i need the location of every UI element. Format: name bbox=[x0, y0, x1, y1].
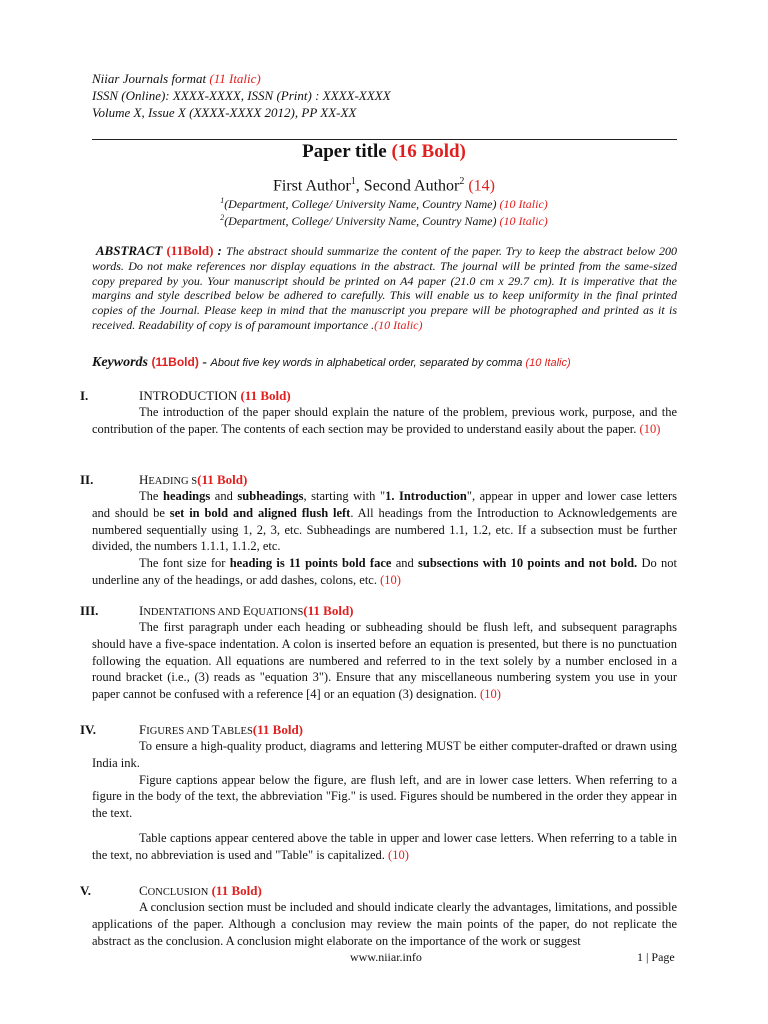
bold-run: set in bold and aligned flush left bbox=[169, 505, 351, 520]
volume-line: Volume X, Issue X (XXXX-XXXX 2012), PP XX-XX bbox=[92, 105, 357, 120]
journal-format-text: Niiar Journals format bbox=[92, 71, 210, 86]
section-title-note: (11 Bold) bbox=[197, 472, 248, 487]
journal-header bbox=[92, 70, 391, 121]
section-paragraph: Figure captions appear below the figure, are flush left, and are in lower case letters. When referring to a figure in the body of the text, the abbreviation "Fig." is used. Figures should be numbered in the order they appear in the text. bbox=[92, 772, 677, 821]
section-heading bbox=[80, 883, 677, 899]
section-title bbox=[139, 472, 247, 488]
section-paragraph bbox=[92, 555, 677, 589]
section-headings bbox=[80, 472, 678, 589]
keywords bbox=[92, 355, 677, 371]
bold-run: subsections with 10 points and not bold. bbox=[418, 556, 638, 571]
paragraph-note: (10) bbox=[388, 847, 409, 862]
section-paragraph bbox=[92, 488, 677, 555]
text-run: . All headings from the Introduction to Acknowledgements are numbered sequentially using 1, 2, 3, etc. Subheadings are numbered 1.1, 1.2, etc. If a subsection must be further divided, the numbers 1.1.1, 1.1.2, etc. bbox=[92, 505, 678, 554]
second-author: , Second Author bbox=[355, 177, 460, 195]
bold-run: 1. Introduction bbox=[385, 489, 467, 503]
section-title-cap: F bbox=[139, 722, 147, 737]
abstract-body: The abstract should summarize the content of the paper. Try to keep the abstract below 200 words. Do not make references nor display equations in the abstract. The journal will be printed from the same-sized copy prepared by you. Your manuscript should be printed on A4 paper (21.0 cm x 29.7 cm). It is imperative that the margins and style described below be adhered to carefully. This will enable us to keep uniformity in the final printed copies of the Journal. Please keep in mind that the manuscript you prepare will be photographed and printed as it is received. Readability of copy is of paramount importance . bbox=[92, 244, 678, 332]
affiliation-note: (10 Italic) bbox=[499, 214, 548, 228]
section-title bbox=[139, 603, 354, 619]
section-title-note: (11 Bold) bbox=[303, 603, 354, 618]
section-number: IV. bbox=[80, 722, 97, 737]
affiliation-text: (Department, College/ University Name, Country Name) bbox=[224, 197, 500, 211]
section-title-rest: EADING S bbox=[148, 476, 198, 487]
journal-format-note: (11 Italic) bbox=[209, 71, 261, 86]
abstract-label-colon: : bbox=[213, 243, 227, 258]
section-paragraph: To ensure a high-quality product, diagrams and lettering MUST be either computer-drafted or drawn using India ink. bbox=[92, 739, 677, 770]
paragraph-note: (10) bbox=[639, 421, 661, 436]
text-run: and bbox=[210, 489, 238, 503]
section-title-rest: ONCLUSION bbox=[147, 887, 209, 898]
text-run: The bbox=[139, 489, 163, 503]
abstract-note: (10 Italic) bbox=[374, 317, 423, 332]
first-author: First Author bbox=[273, 177, 351, 195]
section-paragraph: A conclusion section must be included and should indicate clearly the advantages, limitations, and possible applications of the paper. Although a conclusion may review the main points of the paper, do not replicate the abstract as the conclusion. A conclusion might elaborate on the importance of the work or suggest bbox=[92, 900, 677, 948]
affiliation-2 bbox=[0, 213, 768, 229]
affiliation-note: (10 Italic) bbox=[499, 197, 548, 211]
keywords-text: About five key words in alphabetical order, separated by comma bbox=[210, 357, 526, 369]
section-introduction bbox=[80, 388, 677, 438]
section-title-note: (11 Bold) bbox=[237, 388, 291, 403]
section-number: II. bbox=[80, 472, 94, 487]
paper-title bbox=[0, 141, 768, 163]
second-author-sup: 2 bbox=[459, 176, 465, 187]
section-number: III. bbox=[80, 603, 99, 618]
section-title-rest: NDENTATIONS AND bbox=[143, 607, 243, 618]
authors-note: (14) bbox=[464, 177, 495, 195]
section-heading bbox=[80, 722, 677, 738]
page-number: 1 | Page bbox=[637, 950, 675, 964]
section-title-rest: ABLES bbox=[219, 726, 253, 737]
text-run: ", appear in upper and lower case letters and should be bbox=[92, 489, 678, 520]
paragraph-text: The first paragraph under each heading or subheading should be flush left, and subsequent paragraphs should have a five-space indentation. A colon is inserted before an equation is presented, but there is no punctuation following the equation. All equations are numbered and referred to in the text solely by a number enclosed in a round bracket (i.e., (3) reads as "equation 3"). Ensure that any miscellaneous numbering system you use in your paper cannot be confused with a reference [4] or an equation (3) designation. bbox=[92, 620, 677, 702]
paper-title-note: (16 Bold) bbox=[391, 141, 466, 162]
abstract-label bbox=[96, 243, 226, 258]
section-title-cap: H bbox=[139, 472, 149, 487]
authors bbox=[0, 176, 768, 195]
section-title-note: (11 Bold) bbox=[252, 722, 304, 737]
section-title bbox=[139, 388, 291, 404]
section-heading bbox=[80, 388, 677, 404]
section-title-text: INTRODUCTION bbox=[139, 388, 238, 403]
issn-line: ISSN (Online): XXXX-XXXX, ISSN (Print) : XXXX-XXXX bbox=[92, 88, 391, 103]
abstract bbox=[92, 244, 677, 333]
keywords-dash: - bbox=[198, 355, 211, 370]
paper-title-text: Paper title bbox=[302, 141, 392, 162]
keywords-note: (10 Italic) bbox=[525, 357, 571, 369]
section-figures-tables bbox=[80, 722, 677, 864]
section-conclusion bbox=[80, 883, 677, 949]
section-title bbox=[139, 722, 303, 738]
section-title bbox=[139, 883, 262, 899]
section-heading bbox=[80, 603, 677, 619]
section-indentations bbox=[80, 603, 677, 703]
first-author-sup: 1 bbox=[350, 176, 356, 187]
affiliation-text: (Department, College/ University Name, Country Name) bbox=[224, 214, 500, 228]
affiliation-1 bbox=[0, 196, 768, 212]
section-number: V. bbox=[80, 883, 91, 898]
text-run: and bbox=[391, 556, 419, 571]
section-title-cap: I bbox=[139, 603, 144, 618]
section-title-cap: E bbox=[242, 603, 251, 618]
section-paragraph bbox=[92, 619, 677, 703]
text-run: Do not underline any of the headings, or add dashes, colons, etc. bbox=[92, 556, 677, 587]
section-title-cap: C bbox=[139, 883, 148, 898]
section-number: I. bbox=[80, 388, 89, 403]
text-run: The font size for bbox=[139, 556, 230, 571]
bold-run: subheadings bbox=[237, 489, 304, 503]
affiliation-sup: 2 bbox=[220, 213, 225, 222]
journal-format-line bbox=[92, 70, 391, 87]
bold-run: headings bbox=[163, 489, 211, 503]
abstract-label-text: ABSTRACT bbox=[95, 243, 167, 258]
keywords-label-note: (11Bold) bbox=[151, 355, 199, 369]
paragraph-text: The introduction of the paper should explain the nature of the problem, previous work, purpose, and the contribution of the paper. The contents of each section may be provided to understand easily about the paper. bbox=[92, 405, 677, 436]
text-run: , starting with " bbox=[303, 489, 386, 503]
section-title-rest: IGURES AND bbox=[146, 726, 212, 737]
paragraph-text: Table captions appear centered above the table in upper and lower case letters. When referring to a table in the text, no abbreviation is used and "Table" is capitalized. bbox=[92, 830, 677, 862]
bold-run: heading is 11 points bold face bbox=[229, 556, 392, 571]
footer-url: www.niiar.info bbox=[350, 950, 422, 964]
affiliation-sup: 1 bbox=[220, 196, 225, 205]
header-divider bbox=[92, 139, 677, 140]
abstract-label-note: (11Bold) bbox=[166, 243, 214, 258]
keywords-label: Keywords bbox=[92, 355, 152, 370]
section-title-note: (11 Bold) bbox=[208, 883, 262, 898]
section-paragraph bbox=[92, 830, 677, 864]
section-title-cap: T bbox=[211, 722, 220, 737]
paragraph-note: (10) bbox=[380, 572, 401, 587]
section-heading bbox=[80, 472, 677, 488]
paragraph-note: (10) bbox=[480, 687, 501, 702]
section-paragraph bbox=[92, 404, 677, 438]
section-title-rest: QUATIONS bbox=[250, 607, 304, 618]
